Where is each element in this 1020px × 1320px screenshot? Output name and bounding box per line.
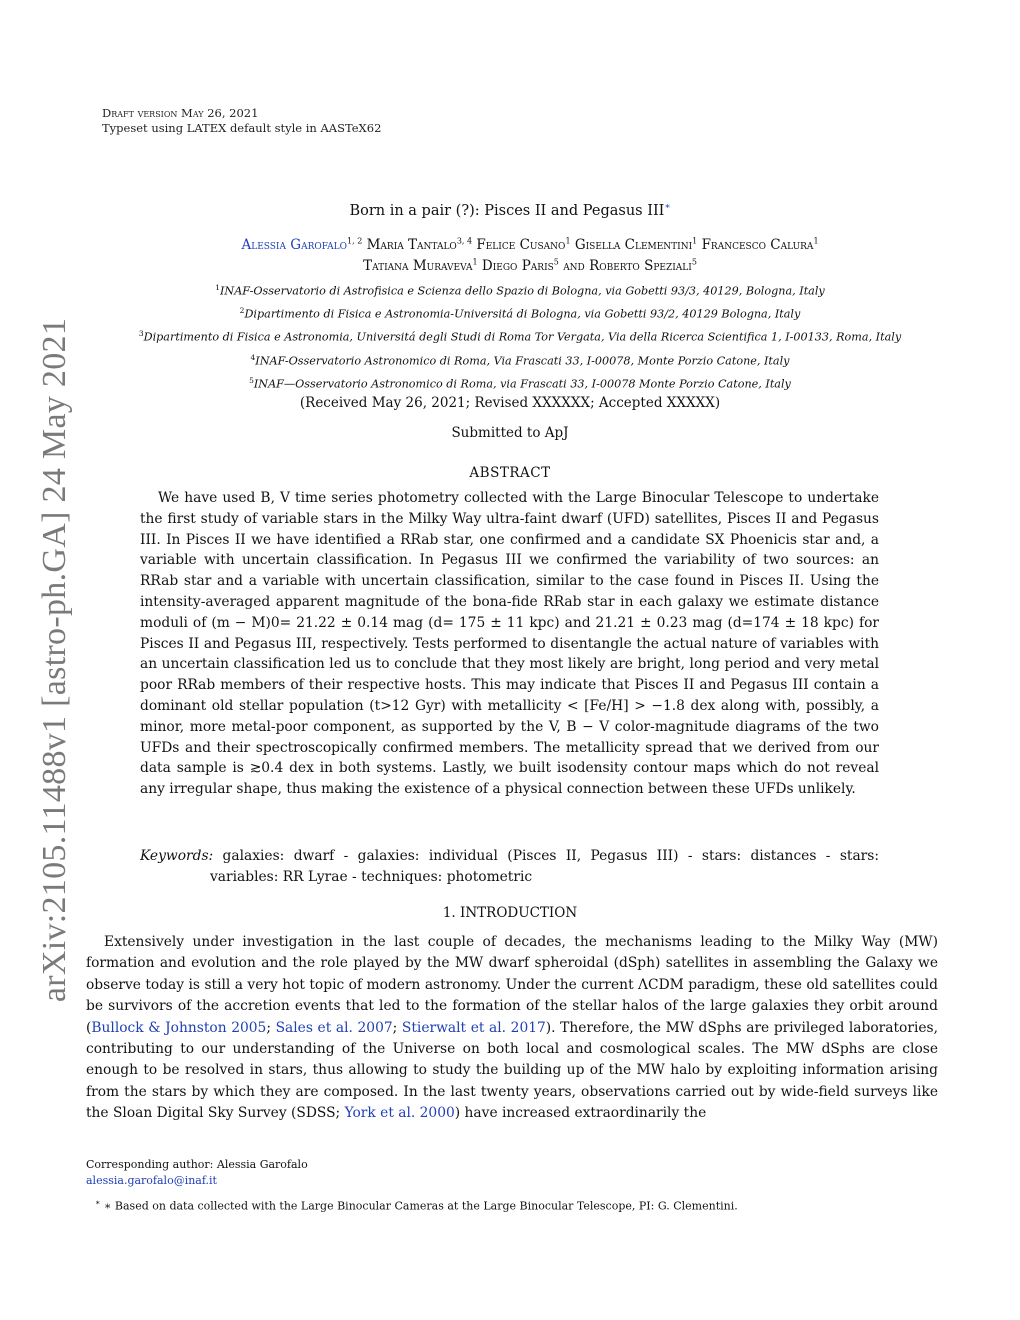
affiliation-1 <box>60 278 980 301</box>
affiliation-text: INAF-Osservatorio di Astrofisica e Scienza dello Spazio di Bologna, via Gobetti 93/3, 40129, Bologna, Italy <box>220 284 825 298</box>
intro-text-2: ). Therefore, the MW dSphs are privileged laboratories, contributing to our understanding of the Universe on both local and cosmological scales. The MW dSphs are close enough to be resolved in stars, thus allowing to study the building up of the MW halo by exploiting information arising from the stars by which they are composed. In the last twenty years, observations carried out by wide-field surveys like the Sloan Digital Sky Survey (SDSS; <box>86 1019 938 1122</box>
author-affiliation-number: 3, 4 <box>456 236 473 245</box>
title-footnote-link[interactable]: ∗ <box>664 202 671 212</box>
affiliation-3 <box>60 324 980 347</box>
citation-york-2000[interactable]: York et al. 2000 <box>344 1105 455 1122</box>
corresponding-email-link[interactable]: alessia.garofalo@inaf.it <box>86 1174 217 1187</box>
author-list <box>100 232 960 275</box>
abstract-heading: ABSTRACT <box>469 465 551 481</box>
citation-separator: ; <box>266 1019 276 1036</box>
affiliation-text: Dipartimento di Fisica e Astronomia-Universitá di Bologna, via Gobetti 93/2, 40129 Bologna, Italy <box>244 307 801 321</box>
author-name: Alessia Garofalo <box>241 236 348 253</box>
abstract-body: We have used B, V time series photometry collected with the Large Binocular Telescope to undertake the first study of variable stars in the Milky Way ultra-faint dwarf (UFD) satellites, Pisces II and Pegasus III. In Pisces II we have identified a RRab star, one confirmed and a candidate SX Phoenicis star and, a variable with uncertain classification. In Pegasus III we confirmed the variability of two sources: an RRab star and a variable with uncertain classification, similar to the case found in Pisces II. Using the intensity-averaged apparent magnitude of the bona-fide RRab star in each galaxy we estimate distance moduli of (m − M)0= 21.22 ± 0.14 mag (d= 175 ± 11 kpc) and 21.21 ± 0.23 mag (d=174 ± 18 kpc) for Pisces II and Pegasus III, respectively. Tests performed to disentangle the actual nature of variables with an uncertain classification led us to conclude that they most likely are bright, long period and very metal poor RRab members of their respective hosts. This may indicate that Pisces II and Pegasus III contain a dominant old stellar population (t>12 Gyr) with metallicity < [Fe/H] > −1.8 dex along with, possibly, a minor, more metal-poor component, as supported by the V, B − V color-magnitude diagrams of the two UFDs and their spectroscopically confirmed members. The metallicity spread that we derived from our data sample is ≳0.4 dex in both systems. Lastly, we built isodensity contour maps which do not reveal any irregular shape, thus making the existence of a physical connection between these UFDs unlikely. <box>140 490 879 798</box>
paper-title <box>0 202 1020 219</box>
keywords-label: Keywords: <box>140 848 214 864</box>
arxiv-identifier: arXiv:2105.11488v1 [astro-ph.GA] 24 May 2021 <box>36 317 73 1003</box>
footnote <box>95 1198 738 1213</box>
author-affiliation-number: 5 <box>553 257 559 267</box>
author-name: Gisella Clementini <box>574 236 693 253</box>
draft-version: Draft version May 26, 2021 <box>102 106 259 120</box>
author-name: Diego Paris <box>481 258 554 274</box>
author-affiliation-number: 1, 2 <box>347 236 363 245</box>
author-affiliation-number: 1 <box>692 236 698 245</box>
author-5 <box>702 237 819 253</box>
submitted-journal: Submitted to ApJ <box>451 425 569 441</box>
title-text: Born in a pair (?): Pisces II and Pegasus III <box>349 202 665 219</box>
affiliation-text: Dipartimento di Fisica e Astronomia, Universitá degli Studi di Roma Tor Vergata, Via della Ricerca Scientifica 1, I-00133, Roma, Italy <box>143 331 902 345</box>
author-name: Maria Tantalo <box>366 236 457 253</box>
affiliation-text: INAF-Osservatorio Astronomico di Roma, Via Frascati 33, I-00078, Monte Porzio Catone, Italy <box>255 354 790 368</box>
citation-stierwalt-2017[interactable]: Stierwalt et al. 2017 <box>401 1019 546 1036</box>
author-affiliation-number: 1 <box>472 257 478 267</box>
affiliation-2 <box>60 301 980 324</box>
author-4 <box>575 237 697 253</box>
corresponding-author: Corresponding author: Alessia Garofalo <box>86 1158 308 1171</box>
affiliation-number: 4 <box>250 352 256 362</box>
intro-text-1: Extensively under investigation in the last couple of decades, the mechanisms leading to the Milky Way (MW) formation and evolution and the role played by the MW dwarf spheroidal (dSph) satellites in assembling the Galaxy we observe today is still a very hot topic of modern astronomy. Under the current ΛCDM paradigm, these old satellites could be survivors of the accretion events that led to the formation of the stellar halos of the large galaxies they orbit around ( <box>86 934 938 1036</box>
affiliation-number: 2 <box>239 306 245 316</box>
author-1[interactable] <box>241 237 362 253</box>
received-dates: (Received May 26, 2021; Revised XXXXXX; Accepted XXXXX) <box>299 395 721 411</box>
author-name: Francesco Calura <box>701 236 814 253</box>
author-name: Felice Cusano <box>476 236 566 253</box>
author-2 <box>367 237 472 253</box>
author-affiliation-number: 1 <box>565 236 571 245</box>
author-affiliation-number: 5 <box>691 257 697 267</box>
affiliation-list <box>60 278 980 394</box>
affiliation-number: 1 <box>215 283 221 292</box>
footnote-text: ∗ Based on data collected with the Large Binocular Cameras at the Large Binocular Telescope, PI: G. Clementini. <box>103 1199 738 1213</box>
affiliation-4 <box>60 348 980 371</box>
citation-separator: ; <box>392 1019 402 1036</box>
section-heading: 1. INTRODUCTION <box>442 905 578 921</box>
typeset-note: Typeset using LATEX default style in AASTeX62 <box>102 121 382 135</box>
author-8 <box>563 258 697 274</box>
author-7 <box>482 258 559 274</box>
author-3 <box>476 237 570 253</box>
page-header <box>102 106 381 136</box>
affiliation-5 <box>60 371 980 394</box>
author-name: and Roberto Speziali <box>563 258 692 274</box>
citation-sales-2007[interactable]: Sales et al. 2007 <box>275 1019 393 1036</box>
intro-text-3: ) have increased extraordinarily the <box>454 1105 707 1122</box>
affiliation-text: INAF—Osservatorio Astronomico di Roma, via Frascati 33, I-00078 Monte Porzio Catone, Italy <box>253 377 791 391</box>
author-name: Tatiana Muraveva <box>363 258 473 274</box>
author-affiliation-number: 1 <box>813 236 819 245</box>
citation-bullock-johnston-2005[interactable]: Bullock & Johnston 2005 <box>91 1019 267 1036</box>
author-6 <box>363 258 478 274</box>
keywords <box>140 846 879 888</box>
footnote-mark: ∗ <box>95 1198 101 1207</box>
introduction-paragraph <box>86 932 938 1125</box>
affiliation-number: 5 <box>249 375 254 385</box>
keywords-text: galaxies: dwarf - galaxies: individual (Pisces II, Pegasus III) - stars: distances - stars: variables: RR Lyrae - techniques: photometric <box>210 848 879 885</box>
affiliation-number: 3 <box>138 329 144 339</box>
